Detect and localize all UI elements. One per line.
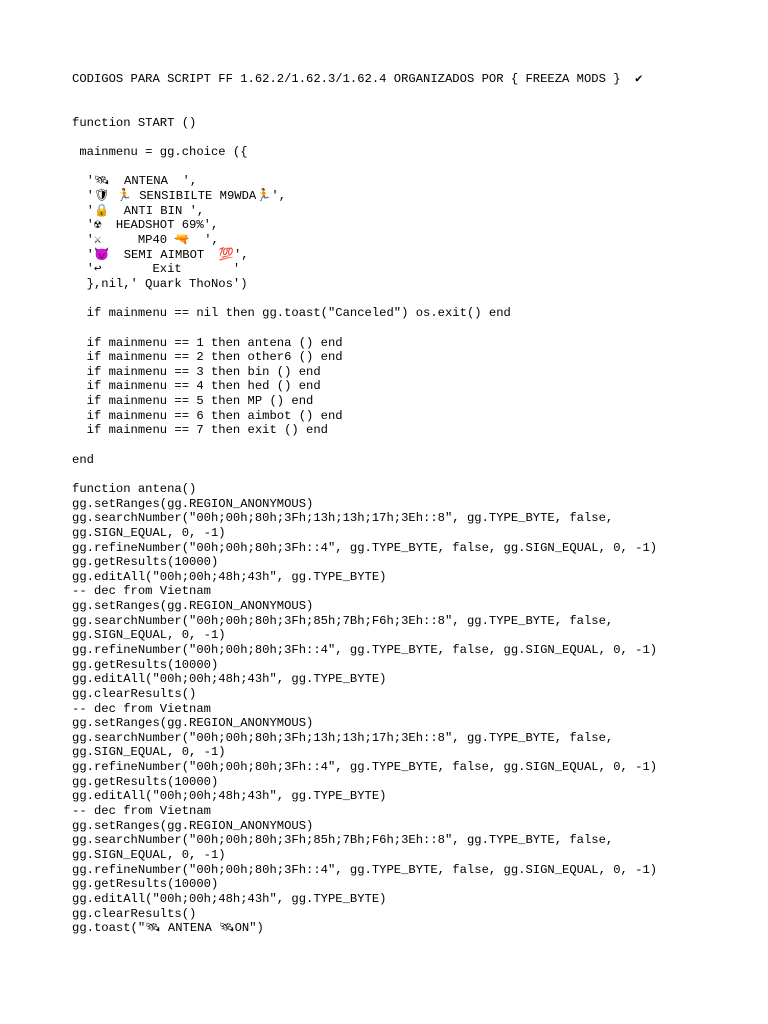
code-line: gg.getResults(10000) [72,657,219,672]
code-line: gg.searchNumber("00h;00h;80h;3Fh;85h;7Bh;F6h;3Eh::8", gg.TYPE_BYTE, false, [72,833,614,848]
code-line: if mainmenu == 5 then MP () end [72,394,314,409]
code-line: '⚔ MP40 🔫 ', [72,233,219,248]
code-line: if mainmenu == 7 then exit () end [72,423,328,438]
code-line: gg.searchNumber("00h;00h;80h;3Fh;13h;13h;17h;3Eh::8", gg.TYPE_BYTE, false, [72,511,614,526]
code-line [72,438,752,453]
code-line: if mainmenu == 4 then hed () end [72,379,321,394]
code-line: gg.SIGN_EQUAL, 0, -1) [72,745,226,760]
code-line: gg.clearResults() [72,686,197,701]
code-line: -- dec from Vietnam [72,584,211,599]
code-line [72,101,752,116]
code-line: gg.SIGN_EQUAL, 0, -1) [72,628,226,643]
code-line [72,321,752,336]
code-line: gg.searchNumber("00h;00h;80h;3Fh;85h;7Bh;F6h;3Eh::8", gg.TYPE_BYTE, false, [72,613,614,628]
code-line: if mainmenu == nil then gg.toast("Canceled") os.exit() end [72,306,511,321]
code-line: gg.setRanges(gg.REGION_ANONYMOUS) [72,716,314,731]
code-line [72,292,752,307]
code-line: gg.refineNumber("00h;00h;80h;3Fh::4", gg.TYPE_BYTE, false, gg.SIGN_EQUAL, 0, -1) [72,760,658,775]
code-line: if mainmenu == 6 then aimbot () end [72,408,343,423]
code-line: function START () [72,115,197,130]
code-line: gg.editAll("00h;00h;48h;43h", gg.TYPE_BYTE) [72,789,387,804]
code-line: gg.clearResults() [72,906,197,921]
code-line: },nil,' Quark ThoNos') [72,276,248,291]
code-listing [72,72,752,936]
code-line: gg.refineNumber("00h;00h;80h;3Fh::4", gg.TYPE_BYTE, false, gg.SIGN_EQUAL, 0, -1) [72,540,658,555]
code-line: gg.refineNumber("00h;00h;80h;3Fh::4", gg.TYPE_BYTE, false, gg.SIGN_EQUAL, 0, -1) [72,862,658,877]
code-line: end [72,452,94,467]
code-line [72,467,752,482]
code-line: gg.SIGN_EQUAL, 0, -1) [72,525,226,540]
code-line: gg.setRanges(gg.REGION_ANONYMOUS) [72,496,314,511]
code-line: if mainmenu == 3 then bin () end [72,364,321,379]
code-line [72,131,752,146]
code-line: mainmenu = gg.choice ({ [72,145,248,160]
code-line: -- dec from Vietnam [72,701,211,716]
code-line: CODIGOS PARA SCRIPT FF 1.62.2/1.62.3/1.62.4 ORGANIZADOS POR { FREEZA MODS } ✔ [72,72,643,86]
code-line: '🛡 🏃 SENSIBILTE M9WDA🏃', [72,189,287,204]
code-line [72,87,752,102]
code-line: gg.SIGN_EQUAL, 0, -1) [72,847,226,862]
code-line [72,160,752,175]
code-line: gg.searchNumber("00h;00h;80h;3Fh;13h;13h;17h;3Eh::8", gg.TYPE_BYTE, false, [72,730,614,745]
code-line: if mainmenu == 1 then antena () end [72,335,343,350]
code-line: gg.getResults(10000) [72,877,219,892]
code-line: '🛰 ANTENA ', [72,174,198,189]
code-line: -- dec from Vietnam [72,804,211,819]
code-line: '☢ HEADSHOT 69%', [72,218,219,233]
code-line: gg.editAll("00h;00h;48h;43h", gg.TYPE_BYTE) [72,672,387,687]
code-line: function antena() [72,481,197,496]
code-line: gg.getResults(10000) [72,555,219,570]
code-line: if mainmenu == 2 then other6 () end [72,350,343,365]
code-line: gg.toast("🛰 ANTENA 🛰ON") [72,921,264,936]
code-line: '😈 SEMI AIMBOT 💯', [72,247,249,262]
code-line: gg.setRanges(gg.REGION_ANONYMOUS) [72,818,314,833]
code-line: gg.refineNumber("00h;00h;80h;3Fh::4", gg.TYPE_BYTE, false, gg.SIGN_EQUAL, 0, -1) [72,642,658,657]
code-line: gg.editAll("00h;00h;48h;43h", gg.TYPE_BYTE) [72,891,387,906]
code-line: '↩ Exit ' [72,262,241,277]
code-line: gg.setRanges(gg.REGION_ANONYMOUS) [72,599,314,614]
code-line: gg.getResults(10000) [72,774,219,789]
code-line: gg.editAll("00h;00h;48h;43h", gg.TYPE_BYTE) [72,569,387,584]
code-line: '🔒 ANTI BIN ', [72,203,205,218]
